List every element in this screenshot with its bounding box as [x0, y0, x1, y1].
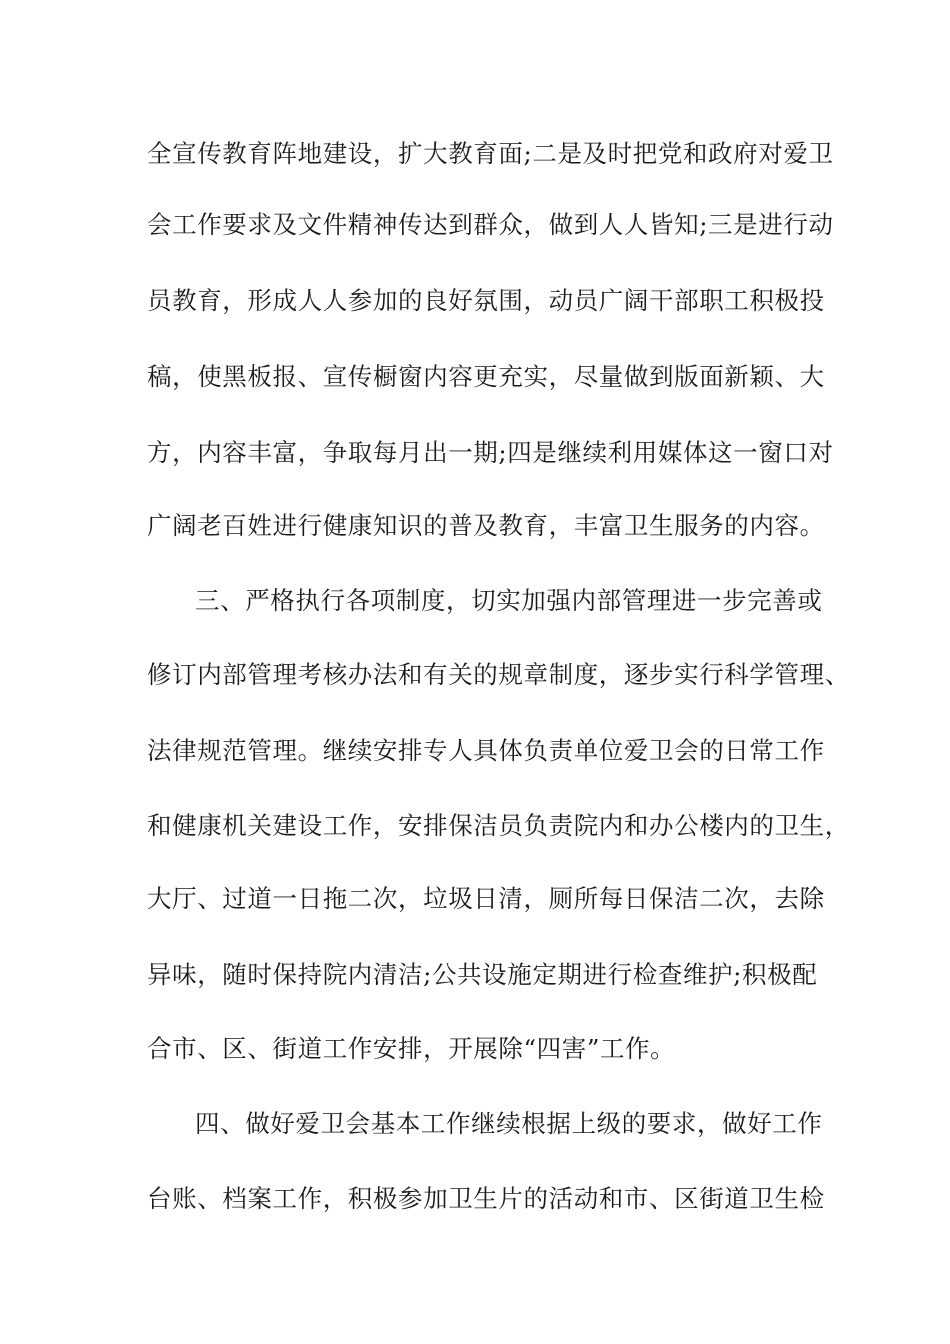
text-line: 异味，随时保持院内清洁;公共设施定期进行检查维护;积极配 [147, 960, 818, 989]
text-line: 台账、档案工作，积极参加卫生片的活动和市、区街道卫生检 [147, 1184, 825, 1213]
text-line: 大厅、过道一日拖二次，垃圾日清，厕所每日保洁二次，去除 [147, 884, 825, 913]
text-line: 全宣传教育阵地建设，扩大教育面;二是及时把党和政府对爱卫 [147, 139, 834, 168]
text-line: 和健康机关建设工作，安排保洁员负责院内和办公楼内的卫生， [147, 811, 850, 840]
text-line: 合市、区、街道工作安排，开展除“四害”工作。 [147, 1034, 676, 1063]
text-line: 员教育，形成人人参加的良好氛围，动员广阔干部职工积极投 [147, 286, 825, 315]
paragraph-heading-4: 四、做好爱卫会基本工作继续根据上级的要求，做好工作 [195, 1109, 823, 1138]
paragraph-heading-3: 三、严格执行各项制度，切实加强内部管理进一步完善或 [195, 586, 823, 615]
text-line: 广阔老百姓进行健康知识的普及教育，丰富卫生服务的内容。 [147, 511, 825, 540]
text-line: 修订内部管理考核办法和有关的规章制度，逐步实行科学管理、 [147, 660, 850, 689]
text-line: 方，内容丰富，争取每月出一期;四是继续利用媒体这一窗口对 [147, 438, 834, 467]
text-line: 会工作要求及文件精神传达到群众，做到人人皆知;三是进行动 [147, 210, 834, 239]
text-line: 法律规范管理。继续安排专人具体负责单位爱卫会的日常工作 [147, 736, 825, 765]
text-line: 稿，使黑板报、宣传橱窗内容更充实，尽量做到版面新颖、大 [147, 362, 825, 391]
